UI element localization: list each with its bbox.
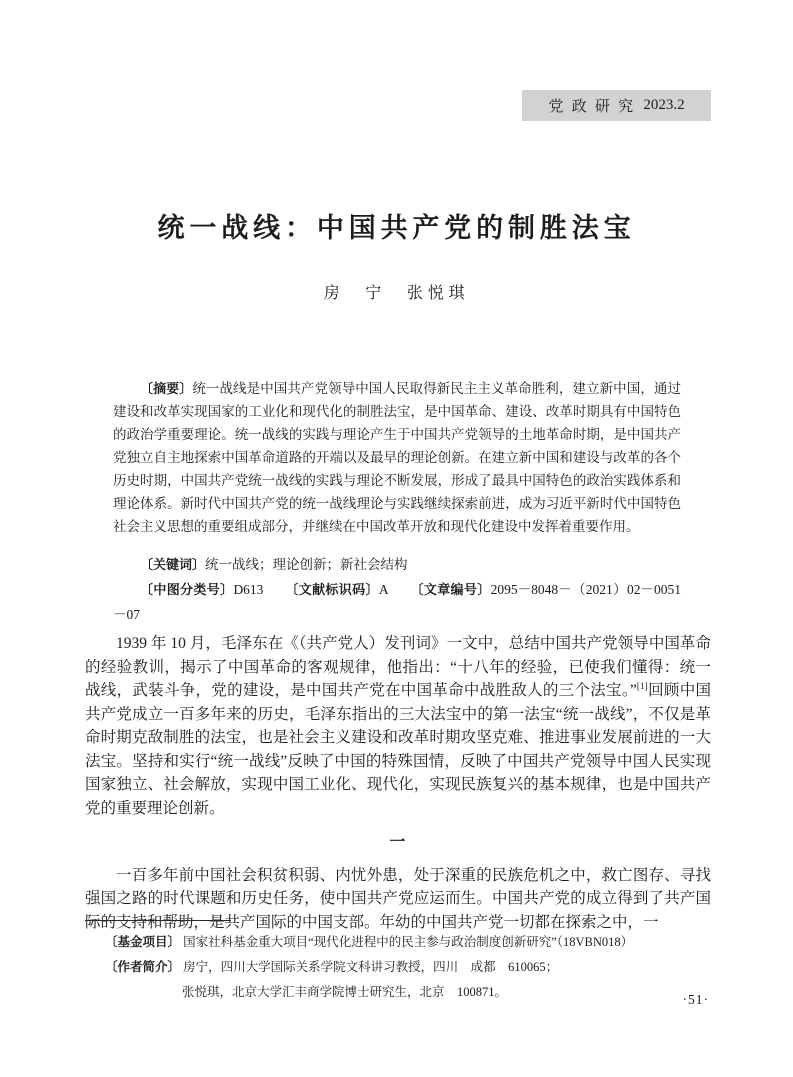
keywords-text: 统一战线；理论创新；新社会结构	[205, 557, 408, 572]
article-id-value: 2095－8048－（2021）02－0051－07	[113, 582, 681, 622]
fund-project-text: 国家社科基金重大项目“现代化进程中的民主参与政治制度创新研究”（18VBN018）	[183, 935, 634, 949]
doc-code-pair	[285, 582, 389, 597]
fund-project-label: 〔基金项目〕	[105, 935, 181, 949]
footnote-area	[85, 920, 711, 1005]
page-number: ·51·	[682, 992, 709, 1007]
abstract-paragraph	[113, 377, 681, 538]
p1-after-ref: 回顾中国共产党成立一百多年来的历史，毛泽东指出的三大法宝中的第一法宝“统一战线”，不仅是革命时期克敌制胜的法宝，也是社会主义建设和改革时期攻坚克难、推进事业发展前进的一大法宝。坚持和实行“统一战线”反映了中国的特殊国情，反映了中国共产党领导中国人民实现国家独立、社会解放，实现中国工业化、现代化，实现民族复兴的基本规律，也是中国共产党的重要理论创新。	[85, 682, 711, 817]
body-paragraph-1	[85, 632, 711, 820]
article-title: 统一战线：中国共产党的制胜法宝	[157, 213, 636, 243]
clc-pair	[140, 582, 263, 597]
abstract-label: 〔摘要〕	[140, 381, 193, 396]
section-heading-1: 一	[389, 834, 407, 851]
author-bio-label: 〔作者简介〕	[105, 960, 181, 974]
front-matter	[113, 377, 681, 627]
footnote-ref-1: [1]	[636, 681, 648, 692]
author-bio-line-2: 张悦琪，北京大学汇丰商学院博士研究生，北京 100871。	[182, 985, 508, 999]
doc-code-value: A	[378, 582, 389, 597]
p1-before-ref: 1939 年 10 月，毛泽东在《（共产党人）发刊词》一文中，总结中国共产党领导中国革命的经验教训，揭示了中国革命的客观规律，他指出：“十八年的经验，已使我们懂得：统一战线，武装斗争，党的建设，是中国共产党在中国革命中战胜敌人的三个法宝。”	[85, 635, 711, 699]
keywords-label: 〔关键词〕	[140, 557, 206, 572]
author-bio-text-1: 房宁，四川大学国际关系学院文科讲习教授，四川 成都 610065；	[183, 960, 559, 974]
keywords-line	[113, 552, 681, 577]
article-authors: 房 宁 张悦琪	[323, 285, 470, 302]
classification-line	[113, 577, 681, 627]
doc-code-label: 〔文献标识码〕	[285, 582, 379, 597]
journal-issue: 2023.2	[643, 97, 685, 113]
body-text	[85, 632, 711, 934]
clc-value: D613	[233, 582, 264, 597]
article-id-label: 〔文章编号〕	[410, 582, 491, 597]
footnote-separator	[85, 920, 231, 921]
clc-label: 〔中图分类号〕	[140, 582, 234, 597]
fund-project-line	[85, 930, 711, 955]
journal-name: 党政研究	[548, 99, 642, 115]
author-bio-line-1	[85, 955, 711, 980]
body-paragraph-2: 一百多年前中国社会积贫积弱、内忧外患，处于深重的民族危机之中，救亡图存、寻找强国之路的时代课题和历史任务，使中国共产党应运而生。中国共产党的成立得到了共产国际的支持和帮助，是共产国际的中国支部。年幼的中国共产党一切都在探索之中，一	[85, 866, 711, 931]
journal-header-box	[522, 90, 711, 121]
abstract-text: 统一战线是中国共产党领导中国人民取得新民主主义革命胜利，建立新中国，通过建设和改革实现国家的工业化和现代化的制胜法宝，是中国革命、建设、改革时期具有中国特色的政治学重要理论。统一战线的实践与理论产生于中国共产党领导的土地革命时期，是中国共产党独立自主地探索中国革命道路的开端以及最早的理论创新。在建立新中国和建设与改革的各个历史时期，中国共产党统一战线的实践与理论不断发展，形成了最具中国特色的政治实践体系和理论体系。新时代中国共产党的统一战线理论与实践继续探索前进，成为习近平新时代中国特色社会主义思想的重要组成部分，并继续在中国改革开放和现代化建设中发挥着重要作用。	[113, 381, 681, 534]
